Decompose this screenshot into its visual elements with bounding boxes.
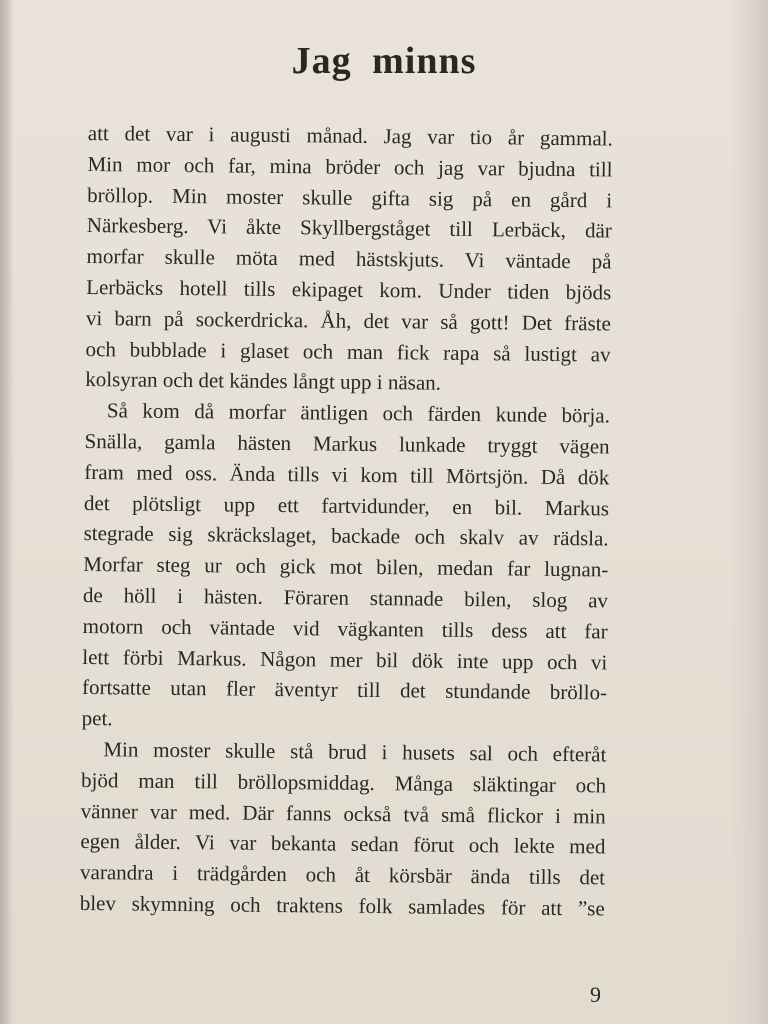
page-left-edge: [0, 0, 14, 1024]
text-line: vi barn på sockerdricka. Åh, det var så gott! Det fräste: [85, 305, 612, 336]
text-line: blev skymning och traktens folk samlades för att ”se: [79, 890, 605, 921]
text-line: egen ålder. Vi var bekanta sedan förut och lekte med: [80, 829, 606, 859]
text-line: Närkesberg. Vi åkte Skyllbergståget till Lerbäck, där: [86, 213, 612, 243]
text-line: de höll i hästen. Föraren stannade bilen, slog av: [82, 582, 609, 613]
text-line: det plötsligt upp ett fartvidunder, en bil. Markus: [83, 490, 610, 521]
text-line: Lerbäcks hotell tills ekipaget kom. Under tiden bjöds: [86, 274, 612, 305]
page-number: 9: [590, 982, 601, 1007]
text-line: Morfar steg ur och gick mot bilen, medan far lugnan-: [83, 552, 609, 582]
text-line: att det var i augusti månad. Jag var tio år gammal.: [87, 120, 613, 151]
page-right-edge: [728, 0, 768, 1024]
text-line: vänner var med. Där fanns också två små flickor i min: [80, 798, 606, 828]
chapter-title: Jag minns: [291, 40, 477, 83]
paragraph-1: [85, 118, 613, 401]
text-line: Så kom då morfar äntligen och färden kunde börja.: [106, 398, 611, 428]
text-line: och bubblade i glaset och man fick rapa så lustigt av: [85, 336, 611, 367]
text-line: stegrade sig skräckslaget, backade och skalv av rädsla.: [83, 521, 609, 551]
text-line: bröllop. Min moster skulle gifta sig på en gård i: [87, 182, 613, 213]
text-line: Min moster skulle stå brud i husets sal och efteråt: [103, 737, 607, 767]
paragraph-2: [82, 395, 611, 739]
text-line: Snälla, gamla hästen Markus lunkade tryggt vägen: [84, 428, 610, 459]
text-line: Min mor och far, mina bröder och jag var bjudna till: [87, 151, 613, 182]
body-text: [80, 118, 613, 924]
text-line: pet.: [81, 706, 113, 731]
text-line: varandra i trädgården och åt körsbär ända tills det: [79, 860, 606, 890]
text-line: motorn och väntade vid vägkanten tills dess att far: [82, 613, 608, 644]
text-line: fram med oss. Ända tills vi kom till Mörtsjön. Då dök: [84, 459, 610, 490]
text-line: morfar skulle möta med hästskjuts. Vi väntade på: [86, 244, 612, 274]
text-line: bjöd man till bröllopsmiddag. Många släktingar och: [80, 767, 607, 798]
text-line: kolsyran och det kändes långt upp i näsan.: [85, 367, 442, 396]
paragraph-3: [80, 734, 607, 924]
text-line: lett förbi Markus. Någon mer bil dök inte upp och vi: [82, 644, 608, 675]
text-line: fortsatte utan fler äventyr till det stundande bröllo-: [81, 675, 608, 705]
